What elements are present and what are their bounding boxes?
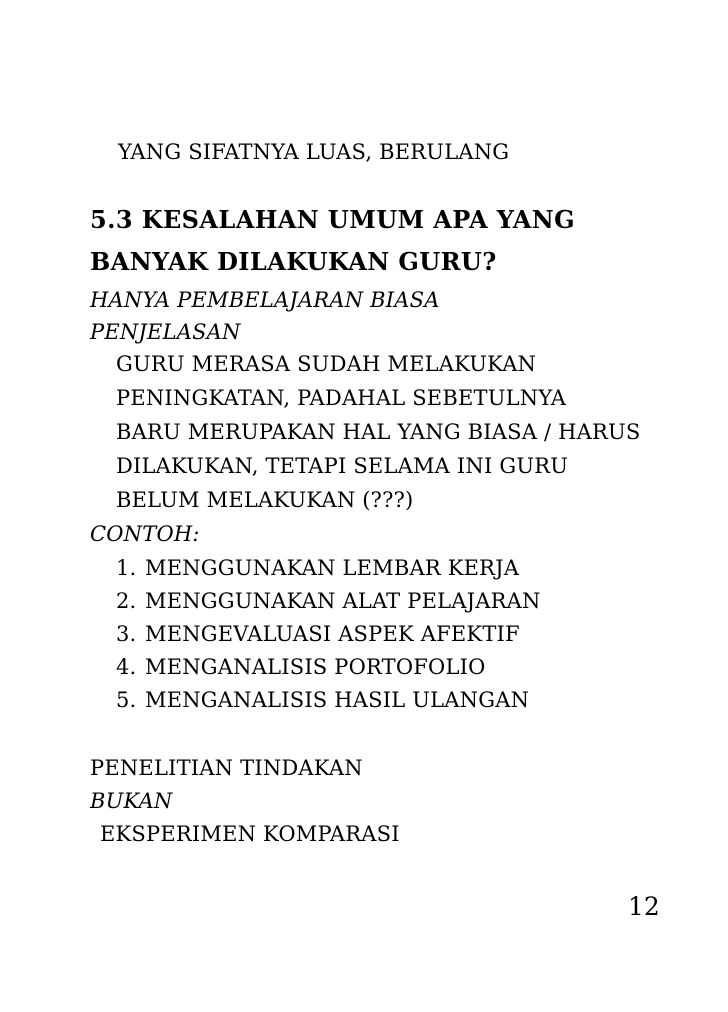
list-text: MENGANALISIS HASIL ULANGAN: [145, 688, 530, 712]
list-item: [116, 618, 520, 650]
subtitle: HANYA PEMBELAJARAN BIASA: [90, 288, 440, 312]
list-item: [116, 585, 541, 617]
list-number: 3.: [116, 622, 137, 646]
explanation-line: DILAKUKAN, TETAPI SELAMA INI GURU: [116, 454, 569, 478]
list-item: [116, 552, 519, 584]
list-number: 4.: [116, 655, 137, 679]
list-number: 2.: [116, 589, 137, 613]
list-text: MENGGUNAKAN ALAT PELAJARAN: [145, 589, 541, 613]
list-item: [116, 684, 529, 716]
list-text: MENGEVALUASI ASPEK AFEKTIF: [145, 622, 520, 646]
list-item: [116, 651, 486, 683]
explanation-line: BARU MERUPAKAN HAL YANG BIASA / HARUS: [116, 420, 641, 444]
list-text: MENGANALISIS PORTOFOLIO: [145, 655, 486, 679]
research-label: PENELITIAN TINDAKAN: [90, 756, 363, 780]
not-label: BUKAN: [90, 789, 173, 813]
section-heading-line-1: 5.3 KESALAHAN UMUM APA YANG: [90, 205, 575, 234]
section-heading-line-2: BANYAK DILAKUKAN GURU?: [90, 247, 497, 276]
example-label: CONTOH:: [90, 522, 200, 546]
explanation-line: PENINGKATAN, PADAHAL SEBETULNYA: [116, 386, 567, 410]
page-number: 12: [628, 892, 660, 921]
explanation-label: PENJELASAN: [90, 320, 241, 344]
list-number: 5.: [116, 688, 137, 712]
explanation-line: BELUM MELAKUKAN (???): [116, 488, 414, 512]
not-items: EKSPERIMEN KOMPARASI: [100, 822, 400, 846]
list-text: MENGGUNAKAN LEMBAR KERJA: [145, 556, 520, 580]
continuation-line: YANG SIFATNYA LUAS, BERULANG: [118, 140, 510, 164]
list-number: 1.: [116, 556, 137, 580]
explanation-line: GURU MERASA SUDAH MELAKUKAN: [116, 352, 537, 376]
